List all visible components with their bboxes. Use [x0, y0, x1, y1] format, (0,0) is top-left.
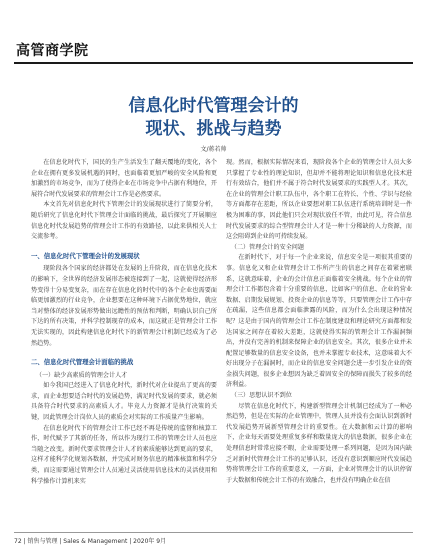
subsection-heading: （三）思想认识不到位 — [230, 392, 292, 400]
section-name: 高管商学院 — [16, 43, 89, 59]
section-heading: 一、信息化时代下管理会计的发展现状 — [31, 251, 140, 260]
article-title — [0, 95, 427, 141]
paragraph: 如今我国已经进入了信息化时代，新时代对企业提出了更高的要求，而企业想要适合时代的发展趋势，满足时代发展的要求，就必须具备符合时代要求的高素质人才。毕竟人力资源才是执行决策的关键，因此管理会计岗位人员的素质会对实际的工作质量产生影响。 — [31, 382, 217, 422]
paragraph: 在信息化时代下，国民的生产生活发生了翻天覆地的变化，各个企业在拥有更多发展机遇的同时，也面临着更加严峻的安全风险和更加激烈的市场竞争，而为了使得企业在市场竞争中占据有利地位，开展符合时代发展要求的管理会计工作是必然要求。 — [31, 159, 217, 198]
paragraph: 现阶段各个国家的经济都处在发展的上升阶段，而在信息化技术的影响下，全世界的经济发展形态被连接到了一起，这就使得经济形势变得十分易变复杂，而在存在信息化的时代中的各个企业也需要面临更加激烈的行业竞争，企业想要在这种环境下占据优势地位，就应当对整体的经济发展形势做出远瞻性的预估和判断，明确认识自己所下达的所有决策，并科学控制现存的成本，而这就正是管理会计工作无法实现的，因此构建信息化时代下的新管理会计机制已经成为了必然趋势。 — [31, 265, 217, 347]
left-column — [31, 158, 217, 487]
paragraph: 尽管在信息化时代下，构建新型管理会计机制已经成为了一种必然趋势，但是在实际的企业管理中，管理人员并没有会面认识到新时代发展趋势开展新型管理会计的重要性。在大数据和云计算的影响下，企业每天需要处理重复多样和数量庞大的信息数据，很多企业在处理信息时常常应接不暇，企业需要处理一系列问题，是因为国内缺乏对新时代管理会计工作的足够认识，还没有意识到顺应时代发展趋势将管理会计工作的重要意义，一方面，企业对管理会计的认识停留于大数据和传统会计工作的有效融合，也并没有明确企业在信 — [226, 402, 412, 484]
paragraph: 在新时代下，对于每一个企业来说，信息安全是一项很其重要的事。信息化又和企业管理会计工作所产生的信息之间存在着紧密联系，这就意味着，企业的会计信息正面临着安全挑战。每个企业的管理会计工作都包含着十分重要的信息，比如客户的信息、企业的营业数据、启期发展规划、投资企业的信息等等，只要管理会计工作中存在疏漏，这些信息都会面临泄露的风险，而为什么会出现这种情况呢？这是由于国内的管理会计工作在制度建设和理论研究方面都和发达国家之间存在着较大差距，这就使得实际的管理会计工作漏洞频出，并没有完善的机制来保障企业的信息安全。其次，很多企业并未配置足够数量的信息安全设备，也并未掌握专业技术，这意味着大不好出现分子在漏洞时，而企业的信息安全问题会进一步引发企业的资金损失问题，很多企业想因为缺乏着固安全的保障而损失了较多的经济利益。 — [226, 254, 412, 389]
title-line-2: 现状、挑战与趋势 — [145, 119, 282, 139]
title-line-1: 信息化时代管理会计的 — [128, 96, 299, 116]
right-column — [226, 158, 412, 486]
subsection-heading: （一）缺少高素质的管理会计人才 — [35, 371, 128, 379]
section-heading: 二、信息化时代管理会计面临的挑战 — [31, 358, 134, 367]
page-footer: 72 | 销售与管理 | Sales & Management | 2020年 9月 — [14, 532, 413, 545]
paragraph: 现。然而，根据实际情况来看，现阶段各个企业的管理会计人员大多只掌握了专业性的理论知识，但却并不能将理论知识和信息化技术进行有效结合，他们并不属于符合时代发展要求的实践型人才。其次，在企业的管理会计职工队伍中，各个职工在特长、个性、学识与经验等方面都存在差距，所以企业要想对职工队伍进行系统培训时是一件极为困难的事，因此他们只会对现状放任不管，由此可见，符合信息时代发展要求的综合型管理会计人才是一种十分稀缺的人力资源，而这会阻碍到企业的可持续发展。 — [226, 159, 412, 241]
paragraph: 本文首先对信息化时代下管理会计的发展现状进行了简要分析，随后研究了信息化时代下管理会计面临的挑战，最后探究了开展顺应信息化时代发展趋势的管理会计工作的有效路径，以此来供相关人士交流参考。 — [31, 201, 217, 241]
subsection-heading: （二）管理会计的安全问题 — [230, 243, 304, 251]
article-author: 文/蒋若帅 — [200, 146, 227, 153]
section-divider — [14, 62, 413, 64]
paragraph: 在信息化时代下的管理会计工作已经不再是传统的监督和核算工作，时代赋予了其新的任务，所以作为现行工作的管理会计人员也应当随之改变。新时代要求管理会计人才的素质能够达到更高的要求，这样才能科学化规划各数据，并完成对财务信息的精准核算和科学分类，而这需要通过管理会计人员通过灵活使用信息技术的灵活使用和科学操作计算机来实 — [31, 424, 217, 485]
